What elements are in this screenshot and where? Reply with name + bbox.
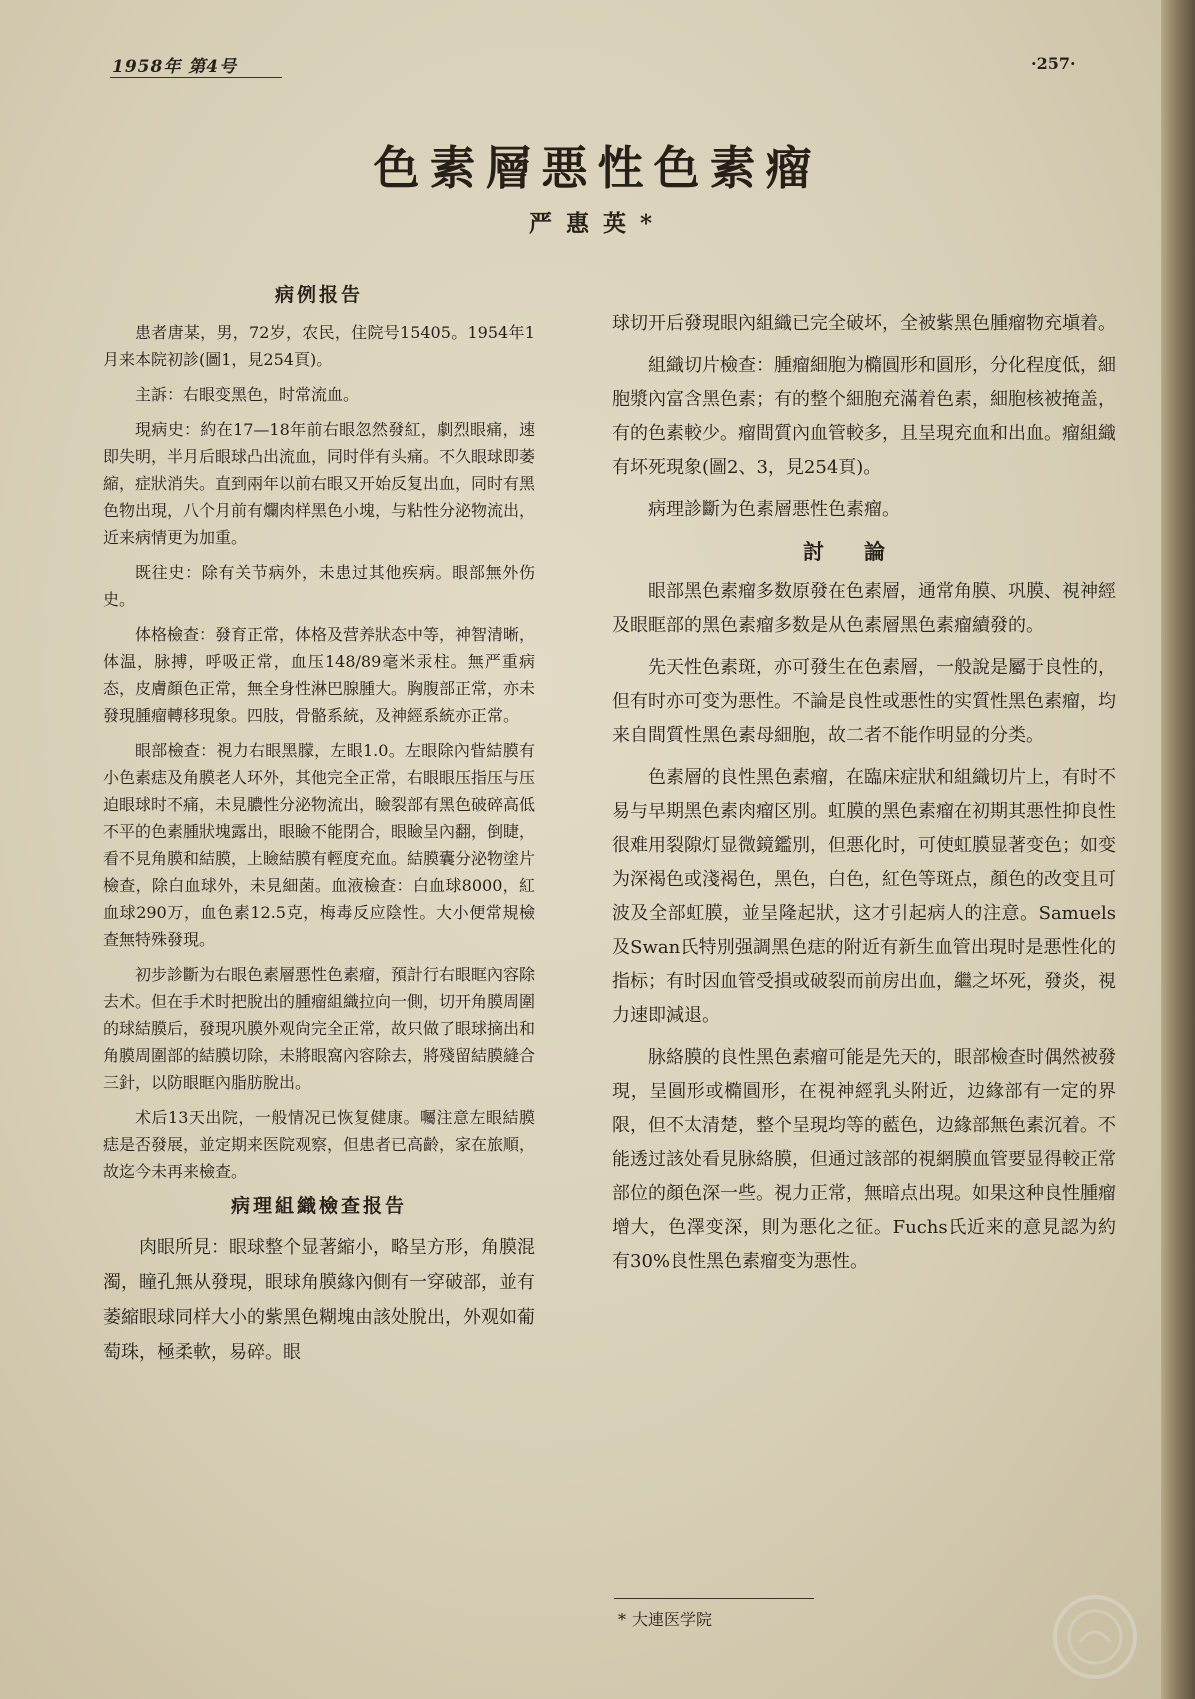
paragraph: 肉眼所見：眼球整个显著縮小，略呈方形，角膜混濁，瞳孔無从發現，眼球角膜緣內側有一穿破部，並有萎縮眼球同样大小的紫黑色糊塊由該处脫出，外观如葡萄珠，極柔軟，易碎。眼 [103,1237,535,1363]
paragraph: 主訴：右眼变黑色，时常流血。 [135,385,360,404]
paragraph: 病理診斷为色素層悪性色素瘤。 [648,499,900,520]
paragraph: 組織切片檢查：腫瘤細胞为橢圓形和圓形，分化程度低，細胞漿內富含黑色素；有的整个細胞充滿着色素，細胞核被掩盖，有的色素較少。瘤間質內血管較多，且呈現充血和出血。瘤組織有坏死現象(圖2、3，見254頁)。 [612,355,1116,478]
footnote-rule [614,1598,814,1599]
case-report-heading: 病例报告 [274,284,363,306]
footnote [618,1607,712,1630]
paragraph: 色素層的良性黑色素瘤，在臨床症狀和組織切片上，有时不易与早期黑色素肉瘤区別。虹膜的黑色素瘤在初期其悪性抑良性很难用裂隙灯显微鏡鑑別，但悪化时，可使虹膜显著变色；如变为深褐色或淺褐色，黑色，白色，紅色等斑点，顏色的改变且可波及全部虹膜，並呈隆起狀，这才引起病人的注意。Samuels及Swan氏特別强調黑色痣的附近有新生血管出現时是悪性化的指标；有时因血管受損或破裂而前房出血，繼之坏死，發炎，視力速即減退。 [612,767,1116,1026]
paragraph: 先天性色素斑，亦可發生在色素層，一般說是屬于良性的，但有时亦可变为悪性。不論是良性或悪性的实質性黑色素瘤，均来自間質性黑色素母細胞，故二者不能作明显的分类。 [612,657,1116,746]
article-author: 严惠英* [528,210,667,237]
footnote-mark: * [618,1610,626,1629]
header-underline [110,77,282,78]
paragraph: 初步診斷为右眼色素層悪性色素瘤，預計行右眼眶內容除去术。但在手术时把脫出的腫瘤組織拉向一側，切开角膜周圍的球結膜后，發現巩膜外观尙完全正常，故只做了眼球摘出和角膜周圍部的結膜切除，未將眼窩內容除去，將殘留結膜縫合三針，以防眼眶內脂肪脫出。 [103,965,536,1092]
paragraph: 現病史：約在17—18年前右眼忽然發紅，劇烈眼痛，速即失明，半月后眼球凸出流血，同时伴有头痛。不久眼球即萎縮，症狀消失。直到兩年以前右眼又开始反复出血，同时有黑色物出現，八个月前有爛肉样黑色小塊，与粘性分泌物流出，近来病情更为加重。 [103,420,536,547]
library-stamp-icon [1050,1592,1140,1682]
article-title: 色素層悪性色素瘤 [373,141,822,195]
issue-label: 1958年 第4号 [112,57,238,77]
paragraph: 既往史：除有关节病外，未患过其他疾病。眼部無外伤史。 [103,563,535,609]
page-number: ·257· [1031,54,1076,73]
paragraph: 患者唐某，男，72岁，农民，住院号15405。1954年1月来本院初診(圖1，見254頁)。 [103,323,535,369]
footnote-text: 大連医学院 [632,1610,713,1629]
paragraph: 术后13天出院，一般情况已恢复健康。囑注意左眼結膜痣是否發展，並定期来医院观察，但患者已高齡，家在旅順，故迄今未再来檢查。 [103,1108,536,1181]
paragraph: 体格檢查：發育正常，体格及营养狀态中等，神智清晰，体温，脉搏，呼吸正常，血压148/89毫米汞柱。無严重病态，皮膚顏色正常，無全身性淋巴腺腫大。胸腹部正常，亦未發現腫瘤轉移現象。四肢，骨骼系統，及神經系統亦正常。 [103,625,536,725]
paragraph: 眼部黑色素瘤多数原發在色素層，通常角膜、巩膜、視神經及眼眶部的黑色素瘤多数是从色素層黑色素瘤續發的。 [612,581,1116,636]
paragraph: 脉絡膜的良性黑色素瘤可能是先天的，眼部檢查时偶然被發現，呈圓形或橢圓形，在視神經乳头附近，边緣部有一定的界限，但不太清楚，整个呈現均等的藍色，边緣部無色素沉着。不能透过該处看見脉絡膜，但通过該部的視網膜血管要显得較正常部位的顏色深一些。視力正常，無暗点出現。如果这种良性腫瘤增大，色澤变深，則为悪化之征。Fuchs氏近来的意見認为約有30%良性黑色素瘤变为悪性。 [612,1047,1116,1272]
discussion-heading: 討論 [803,539,925,564]
pathology-heading: 病理組織檢查报告 [230,1195,407,1217]
left-column [103,278,535,1378]
paragraph: 眼部檢查：視力右眼黑朦，左眼1.0。左眼除內眥結膜有小色素痣及角膜老人环外，其他完全正常，右眼眼压指压与压迫眼球时不痛，未見膿性分泌物流出，瞼裂部有黑色破碎高低不平的色素腫狀塊露出，眼瞼不能閉合，眼瞼呈內翻，倒睫，看不見角膜和結膜，上瞼結膜有輕度充血。結膜囊分泌物塗片檢查，除白血球外，未見細菌。血液檢查：白血球8000，紅血球290万，血色素12.5克，梅毒反应陰性。大小便常規檢查無特殊發現。 [103,741,536,949]
paragraph: 球切开后發現眼內組織已完全破坏，全被紫黑色腫瘤物充塡着。 [612,313,1116,334]
right-column [612,307,1116,1287]
book-spine-shadow [1161,0,1195,1699]
